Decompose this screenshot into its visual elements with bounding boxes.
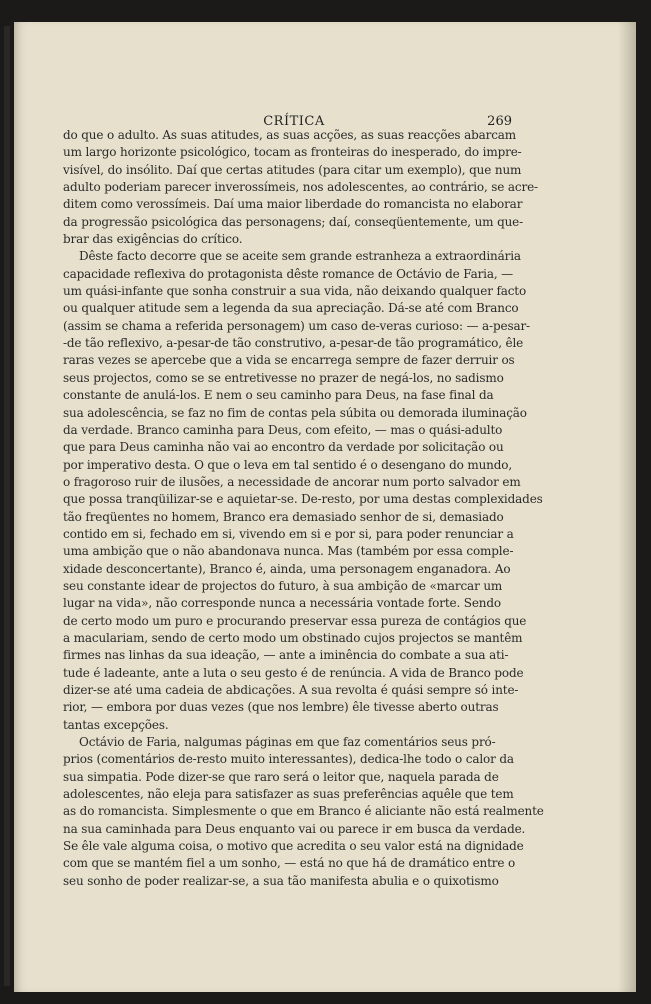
text-line: a maculariam, sendo de certo modo um obstinado cujos projectos se mantêm bbox=[63, 630, 523, 645]
text-line: da progressão psicológica das personagens; daí, conseqüentemente, um que- bbox=[63, 214, 524, 229]
text-line: tude é ladeante, ante a luta o seu gesto é de renúncia. A vida de Branco pode bbox=[63, 665, 524, 680]
running-head: CRÍTICA bbox=[263, 114, 325, 129]
text-line: o fragoroso ruir de ilusões, a necessidade de ancorar num porto salvador em bbox=[63, 474, 521, 489]
page-edge-shadow bbox=[618, 22, 636, 992]
text-line: que para Deus caminha não vai ao encontro da verdade por solicitação ou bbox=[63, 440, 504, 455]
text-line: prios (comentários de-resto muito interessantes), dedica-lhe todo o calor da bbox=[63, 752, 514, 767]
text-line: ditem como verossímeis. Daí uma maior liberdade do romancista no elaborar bbox=[63, 197, 523, 212]
text-line: um largo horizonte psicológico, tocam as fronteiras do inesperado, do impre- bbox=[63, 145, 522, 160]
text-line: seu constante idear de projectos do futuro, à sua ambição de «marcar um bbox=[63, 578, 503, 593]
text-line: raras vezes se apercebe que a vida se encarrega sempre de fazer derruir os bbox=[63, 353, 515, 368]
text-line: as do romancista. Simplesmente o que em Branco é aliciante não está realmente bbox=[63, 804, 544, 819]
text-line: uma ambição que o não abandonava nunca. Mas (também por essa comple- bbox=[63, 544, 514, 559]
text-line: capacidade reflexiva do protagonista dêste romance de Octávio de Faria, — bbox=[63, 266, 514, 281]
text-line: sua adolescência, se faz no fim de contas pela súbita ou demorada iluminação bbox=[63, 405, 527, 420]
text-line: com que se mantém fiel a um sonho, — está no que há de dramático entre o bbox=[63, 856, 516, 871]
body-text bbox=[63, 127, 544, 890]
text-line: dizer-se até uma cadeia de abdicações. A sua revolta é quási sempre só inte- bbox=[63, 683, 519, 697]
text-line: Dêste facto decorre que se aceite sem grande estranheza a extraordinária bbox=[79, 249, 521, 264]
text-line: do que o adulto. As suas atitudes, as suas acções, as suas reacções abarcam bbox=[63, 128, 516, 142]
text-line: constante de anulá-los. E nem o seu caminho para Deus, na fase final da bbox=[63, 388, 494, 403]
text-line: seus projectos, como se se entretivesse no prazer de negá-los, no sadismo bbox=[63, 370, 504, 385]
page-number: 269 bbox=[487, 114, 512, 129]
text-line: contido em si, fechado em si, vivendo em si e por si, para poder renunciar a bbox=[63, 526, 514, 541]
text-line: lugar na vida», não corresponde nunca a necessária vontade forte. Sendo bbox=[63, 596, 501, 611]
text-line: Octávio de Faria, nalgumas páginas em que faz comentários seus pró- bbox=[79, 735, 496, 750]
text-line: que possa tranqüilizar-se e aquietar-se. De-resto, por uma destas complexidades bbox=[63, 492, 543, 507]
text-line: tantas excepções. bbox=[63, 717, 169, 732]
text-line: um quási-infante que sonha construir a sua vida, não deixando qualquer facto bbox=[63, 284, 527, 299]
text-line: -de tão reflexivo, a-pesar-de tão construtivo, a-pesar-de tão programático, êle bbox=[63, 336, 524, 351]
text-line: adulto poderiam parecer inverossímeis, nos adolescentes, ao contrário, se acre- bbox=[63, 180, 538, 195]
text-line: adolescentes, não eleja para satisfazer as suas preferências aquêle que tem bbox=[63, 787, 514, 802]
text-line: na sua caminhada para Deus enquanto vai ou parece ir em busca da verdade. bbox=[63, 821, 526, 836]
text-line: por imperativo desta. O que o leva em tal sentido é o desengano do mundo, bbox=[63, 457, 513, 472]
book-spine-shadow bbox=[4, 26, 10, 986]
text-line: da verdade. Branco caminha para Deus, com efeito, — mas o quási-adulto bbox=[63, 422, 503, 437]
text-line: tão freqüentes no homem, Branco era demasiado senhor de si, demasiado bbox=[63, 509, 504, 524]
text-line: ou qualquer atitude sem a legenda da sua apreciação. Dá-se até com Branco bbox=[63, 301, 519, 316]
text-line: brar das exigências do crítico. bbox=[63, 232, 243, 247]
text-line: visível, do insólito. Daí que certas atitudes (para citar um exemplo), que num bbox=[63, 162, 522, 177]
text-line: seu sonho de poder realizar-se, a sua tão manifesta abulia e o quixotismo bbox=[63, 873, 499, 888]
text-line: sua simpatia. Pode dizer-se que raro será o leitor que, naquela parada de bbox=[63, 769, 499, 784]
text-line: xidade desconcertante), Branco é, ainda, uma personagem enganadora. Ao bbox=[63, 561, 511, 576]
text-line: rior, — embora por duas vezes (que nos lembre) êle tivesse aberto outras bbox=[63, 700, 499, 715]
text-line: (assim se chama a referida personagem) um caso de-veras curioso: — a-pesar- bbox=[63, 318, 530, 333]
text-line: firmes nas linhas da sua ideação, — ante a iminência do combate a sua ati- bbox=[63, 648, 509, 663]
text-line: Se êle vale alguma coisa, o motivo que acredita o seu valor está na dignidade bbox=[63, 839, 524, 854]
text-line: de certo modo um puro e procurando preservar essa pureza de contágios que bbox=[63, 613, 527, 628]
